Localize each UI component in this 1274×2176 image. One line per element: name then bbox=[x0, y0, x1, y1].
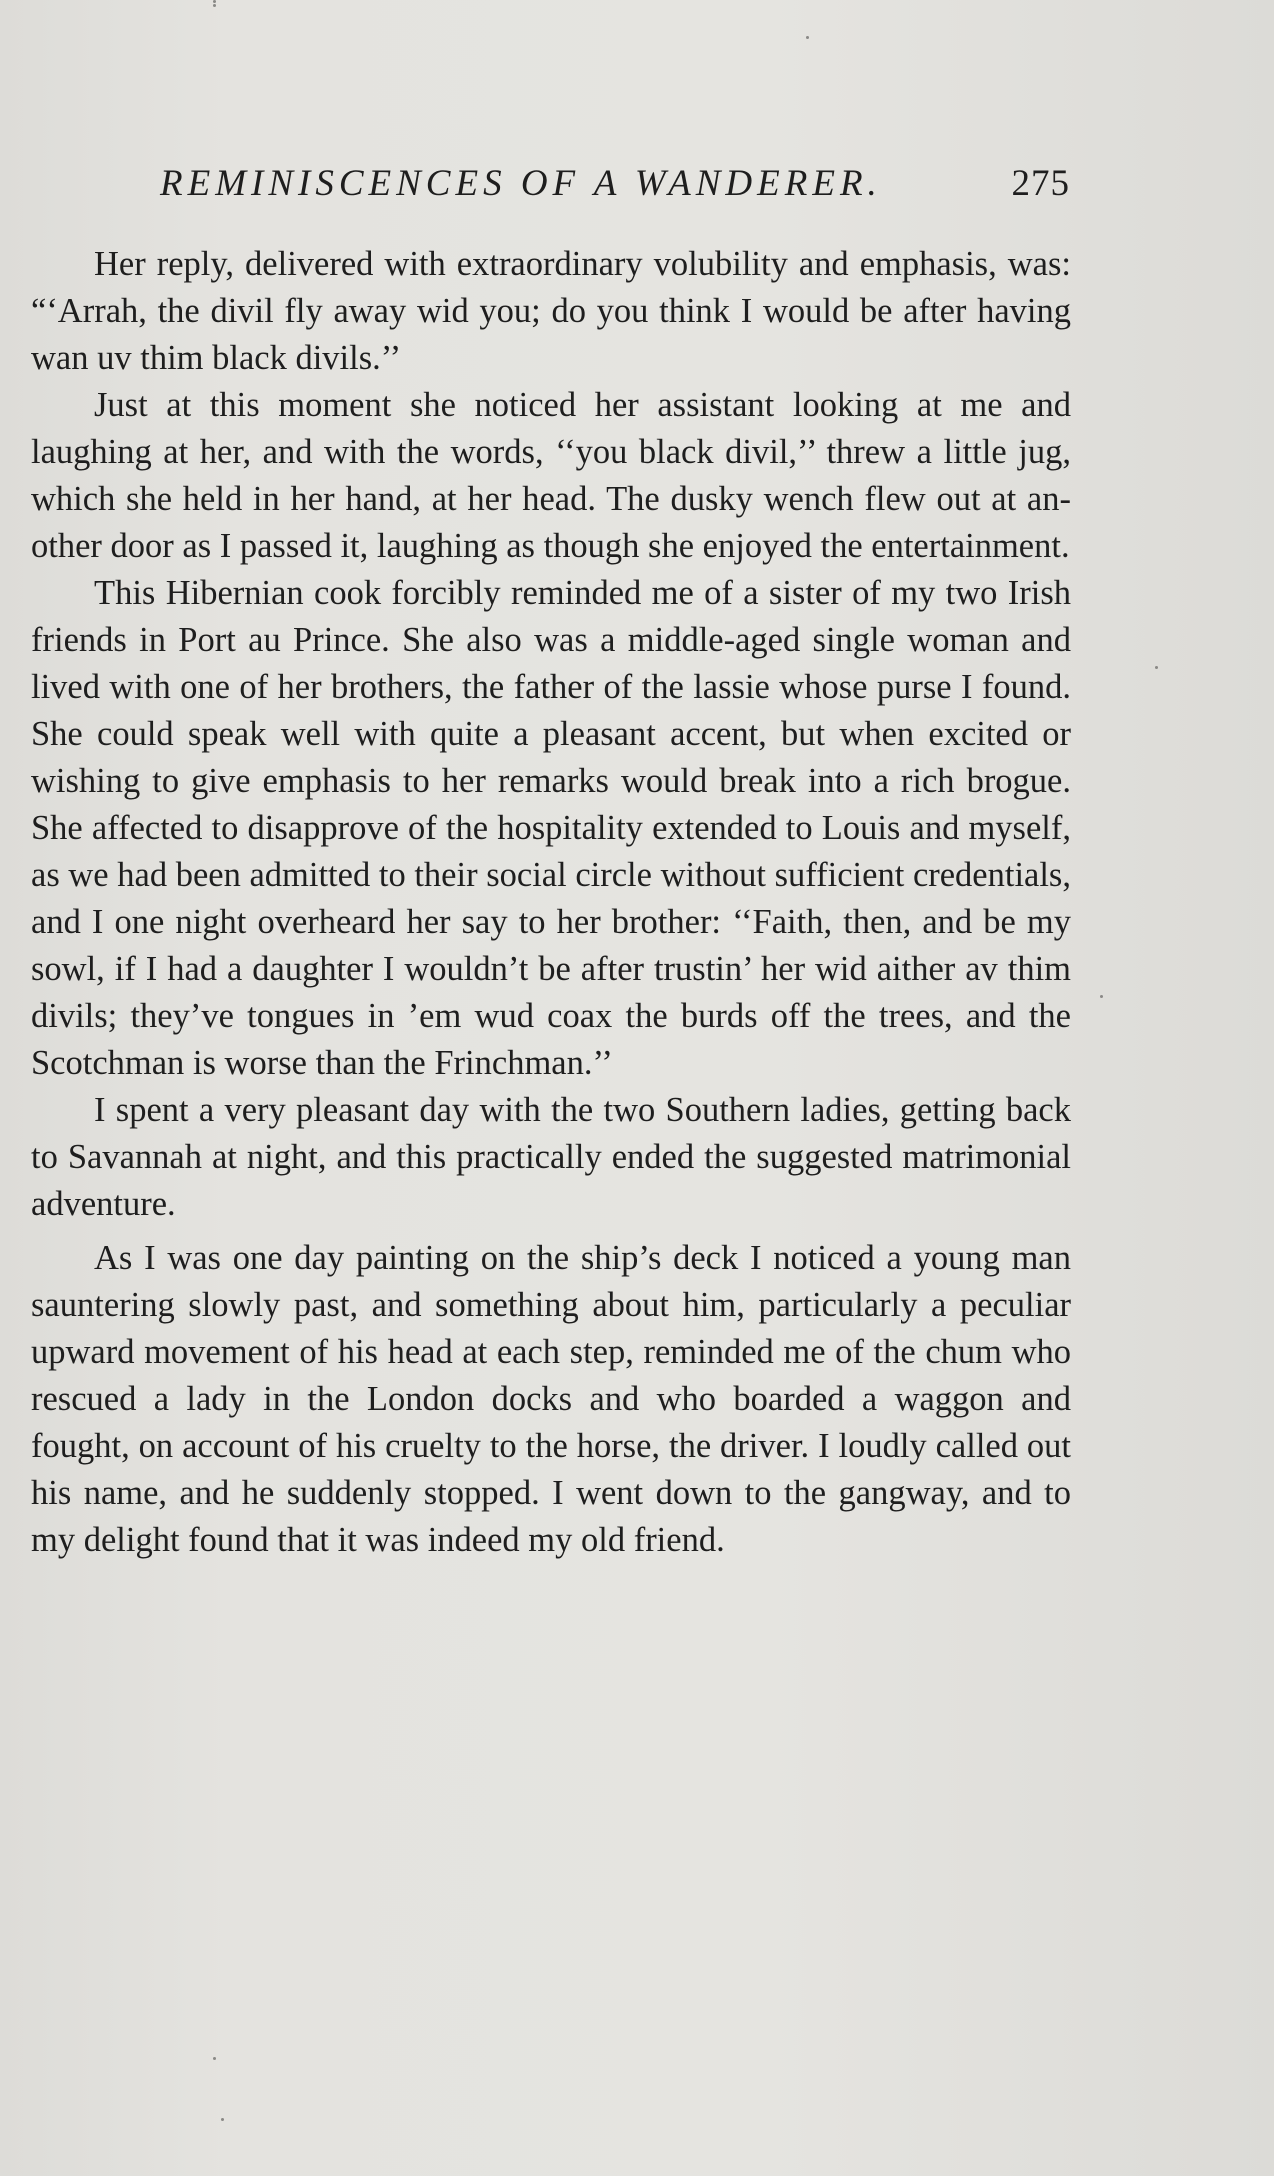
paper-speck bbox=[1155, 666, 1158, 669]
body-text bbox=[31, 241, 1071, 1564]
paragraph-4: I spent a very pleasant day with the two Southern ladies, getting back to Savannah at night, and this practically ended the suggested matrimonial adventure. bbox=[31, 1091, 1071, 1223]
paper-speck bbox=[213, 0, 216, 3]
paragraph-5: As I was one day painting on the ship’s deck I noticed a young man sauntering slowly past, and something about him, particularly a peculiar upward movement of his head at each step, reminded me of the chum who rescued a lady in the London docks and who boarded a waggon and fought, on account of his cruelty to the horse, the driver. I loudly called out his name, and he suddenly stopped. I went down to the gangway, and to my delight found that it was indeed my old friend. bbox=[31, 1239, 1071, 1559]
paper-speck bbox=[213, 4, 216, 7]
paper-speck bbox=[806, 36, 809, 39]
paragraph-3: This Hibernian cook forcibly reminded me of a sister of my two Irish friends in Port au Prince. She also was a middle-aged single woman and lived with one of her brothers, the father of the lassie whose purse I found. She could speak well with quite a pleasant accent, but when excited or wishing to give emphasis to her remarks would break into a rich brogue. She affected to disapprove of the hospitality extended to Louis and myself, as we had been admitted to their social circle without sufficient credentials, and I one night overheard her say to her brother: ‘‘Faith, then, and be my sowl, if I had a daughter I wouldn’t be after trustin’ her wid aither av thim divils; they’ve tongues in ’em wud coax the burds off the trees, and the Scotchman is worse than the Frinchman.’’ bbox=[31, 574, 1071, 1082]
paper-speck bbox=[221, 2118, 224, 2121]
paragraph-2: Just at this moment she noticed her assistant looking at me and laughing at her, and with the words, ‘‘you black divil,’’ threw a little jug, which she held in her hand, at her head. The dusky wench flew out at another door as I passed it, laughing as though she enjoyed the entertainment. bbox=[31, 386, 1071, 565]
paper-speck bbox=[213, 2057, 216, 2060]
running-header bbox=[160, 162, 1070, 212]
paragraph-1: Her reply, delivered with extraordinary volubility and emphasis, was: “‘Arrah, the divil fly away wid you; do you think I would be after having wan uv thim black divils.’’ bbox=[31, 245, 1071, 377]
page-number: 275 bbox=[1011, 163, 1070, 204]
paper-speck bbox=[1100, 995, 1103, 998]
running-title: REMINISCENCES OF A WANDERER. bbox=[160, 163, 882, 204]
